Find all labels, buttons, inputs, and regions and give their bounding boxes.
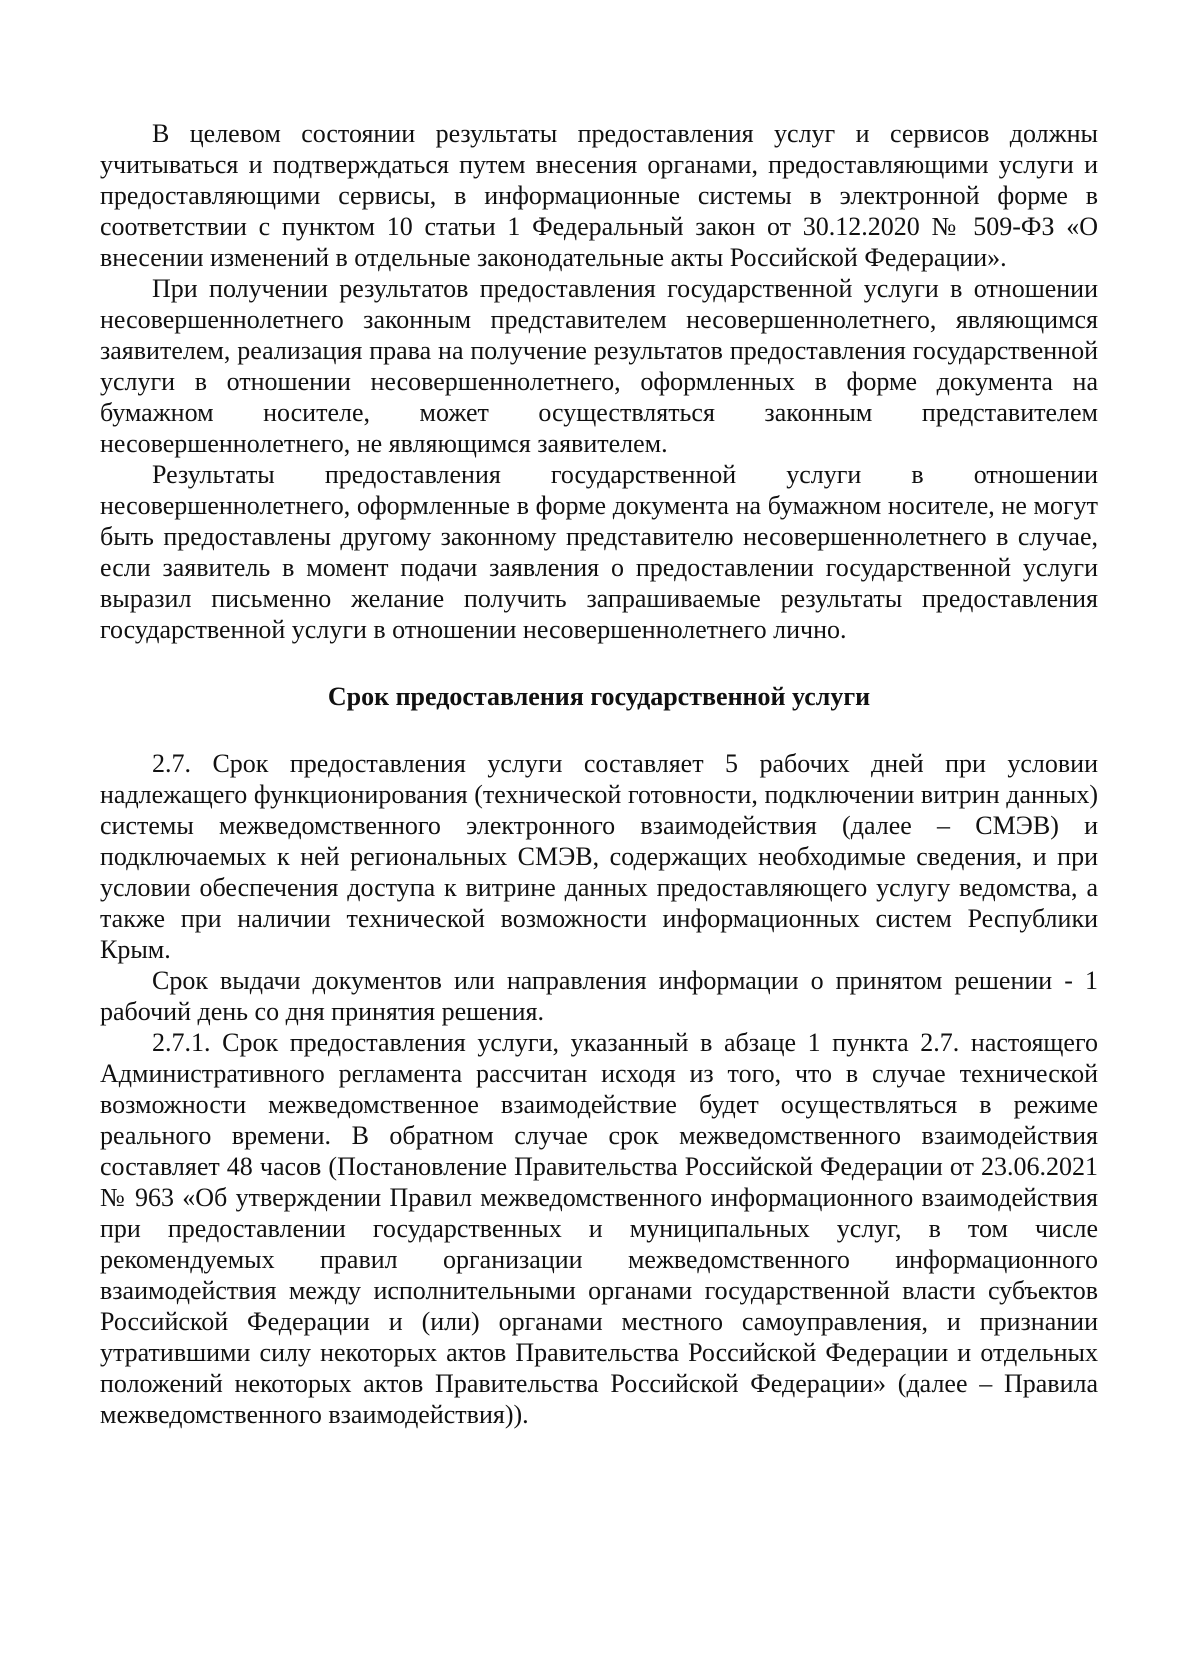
paragraph-minor-results-receipt: При получении результатов предоставления государственной услуги в отношении несовершеннолетнего законным представителем несовершеннолетнего, являющимся заявителем, реализация права на получение результатов предоставления государственной услуги в отношении несовершеннолетнего, оформленных в форме документа на бумажном носителе, может осуществляться законным представителем несовершеннолетнего, не являющимся заявителем. bbox=[100, 274, 1098, 458]
section-heading: Срок предоставления государственной услуги bbox=[327, 682, 871, 711]
paragraph-2-7-1-interagency-term: 2.7.1. Срок предоставления услуги, указанный в абзаце 1 пункта 2.7. настоящего Административного регламента рассчитан исходя из того, что в случае технической возможности межведомственное взаимодействие будет осуществляться в режиме реального времени. В обратном случае срок межведомственного взаимодействия составляет 48 часов (Постановление Правительства Российской Федерации от 23.06.2021 № 963 «Об утверждении Правил межведомственного информационного взаимодействия при предоставлении государственных и муниципальных услуг, в том числе рекомендуемых правил организации межведомственного информационного взаимодействия между исполнительными органами государственной власти субъектов Российской Федерации и (или) органами местного самоуправления, и признании утратившими силу некоторых актов Правительства Российской Федерации и отдельных положений некоторых актов Правительства Российской Федерации» (далее – Правила межведомственного взаимодействия)). bbox=[100, 1028, 1098, 1429]
paragraph-2-7-service-term: 2.7. Срок предоставления услуги составляет 5 рабочих дней при условии надлежащего функционирования (технической готовности, подключении витрин данных) системы межведомственного электронного взаимодействия (далее – СМЭВ) и подключаемых к ней региональных СМЭВ, содержащих необходимые сведения, и при условии обеспечения доступа к витрине данных предоставляющего услугу ведомства, а также при наличии технической возможности информационных систем Республики Крым. bbox=[100, 749, 1098, 964]
paragraph-document-issue-term: Срок выдачи документов или направления информации о принятом решении - 1 рабочий день со дня принятия решения. bbox=[100, 966, 1098, 1026]
document-body bbox=[100, 118, 1098, 1430]
paragraph-target-state-results: В целевом состоянии результаты предоставления услуг и сервисов должны учитываться и подтверждаться путем внесения органами, предоставляющими услуги и предоставляющими сервисы, в информационные системы в электронной форме в соответствии с пунктом 10 статьи 1 Федеральный закон от 30.12.2020 № 509-ФЗ «О внесении изменений в отдельные законодательные акты Российской Федерации». bbox=[100, 119, 1098, 272]
paragraph-minor-results-restriction: Результаты предоставления государственной услуги в отношении несовершеннолетнего, оформленные в форме документа на бумажном носителе, не могут быть предоставлены другому законному представителю несовершеннолетнего в случае, если заявитель в момент подачи заявления о предоставлении государственной услуги выразил письменно желание получить запрашиваемые результаты предоставления государственной услуги в отношении несовершеннолетнего лично. bbox=[100, 460, 1098, 644]
